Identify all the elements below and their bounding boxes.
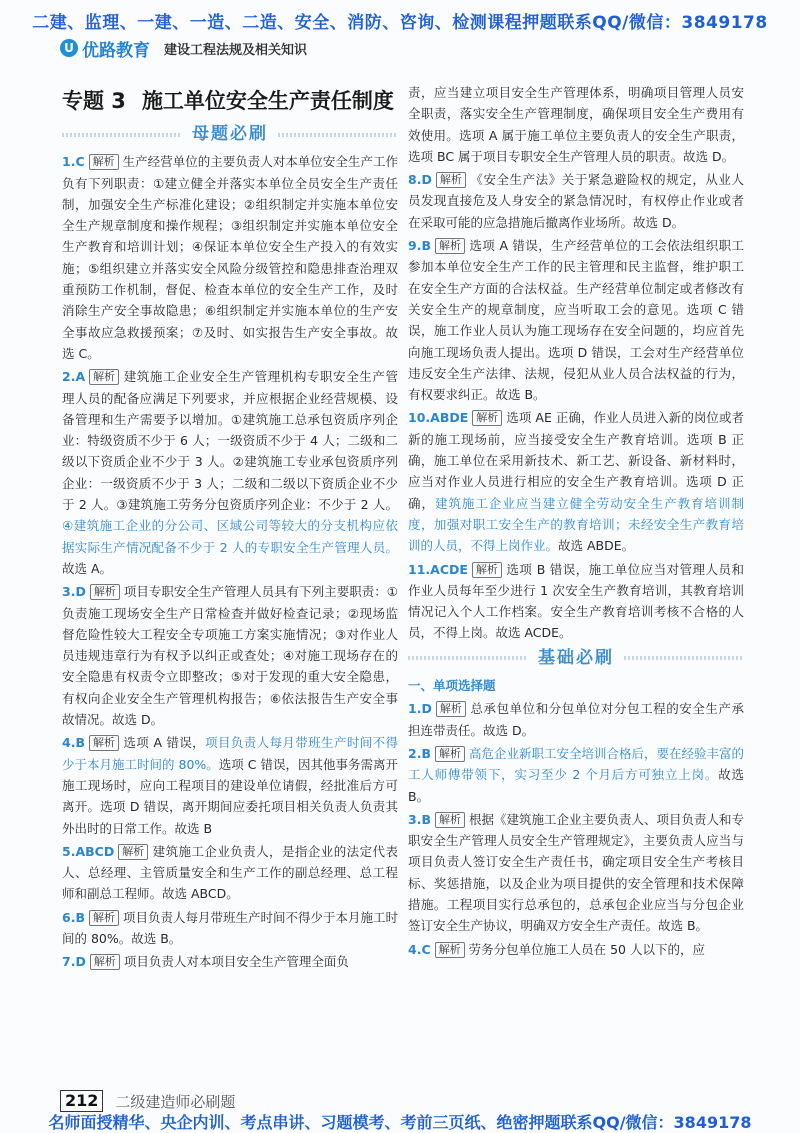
bottom-contact-banner: 名师面授精华、央企内训、考点串讲、习题模考、考前三页纸、绝密押题联系QQ/微信：3849178: [48, 1113, 752, 1132]
answer-item: [408, 743, 744, 807]
analysis-text: 建筑施工企业负责人，是指企业的法定代表人、总经理、主管质量安全和生产工作的副总经理、总工程师和副总工程师。故选 ABCD。: [62, 843, 398, 902]
analysis-tag: 解析: [436, 172, 466, 188]
chapter-title: [62, 86, 398, 116]
divider: [624, 656, 744, 660]
analysis-text: 根据《建筑施工企业主要负责人、项目负责人和专职安全生产管理人员安全生产管理规定》，主要负责人应当与项目负责人签订安全生产责任书，确定项目安全生产考核目标、奖惩措施，以及企业为项目提供的安全管理和技术保障措施。工程项目实行总承包的，总承包企业应当与分包企业签订安全生产协议，明确双方安全生产责任。故选 B。: [408, 811, 744, 934]
analysis-text: 选项 A 错误，生产经营单位的工会依法组织职工参加本单位安全生产工作的民主管理和民主监督，维护职工在安全生产方面的合法权益。生产经营单位制定或者修改有关安全生产的规章制度，应当听取工会的意见。选项 C 错误，施工作业人员认为施工现场存在安全问题的，均应首先向施工现场负责人提出。选项 D 错误，工会对生产经营单位违反安全生产法律、法规，侵犯从业人员合法权益的行为，有权要求纠正。故选 B。: [408, 238, 744, 403]
analysis-text: 选项 B 错误，施工单位应当对管理人员和作业人员每年至少进行 1 次安全生产教育培训，其教育培训情况记入个人工作档案。安全生产教育培训考核不合格的人员，不得上岗。故选 ACDE。: [408, 561, 744, 641]
answer-number: 1.D: [408, 701, 432, 717]
answer-item: [62, 732, 398, 838]
right-column: [408, 82, 744, 962]
answer-number: 1.C: [62, 154, 85, 170]
answer-item: [62, 907, 398, 950]
section-title: 基础必刷: [538, 647, 614, 668]
answer-item: [62, 841, 398, 905]
section-title: 母题必刷: [192, 124, 268, 144]
top-contact-banner: 二建、监理、一建、一造、二造、安全、消防、咨询、检测课程押题联系QQ/微信：3849178: [32, 13, 768, 33]
answer-item: [62, 151, 398, 364]
answer-number: 4.C: [408, 941, 431, 957]
analysis-tag: 解析: [435, 942, 465, 958]
answer-item: [408, 82, 744, 167]
analysis-tag: 解析: [89, 910, 119, 926]
analysis-tag: 解析: [89, 735, 119, 751]
answer-item: [408, 559, 744, 644]
analysis-tag: 解析: [118, 844, 148, 860]
subsection-single-choice: 一、单项选择题: [408, 678, 496, 694]
left-column: [62, 82, 398, 975]
answer-item: [62, 951, 398, 972]
answer-number: 11.ACDE: [408, 561, 468, 577]
answer-number: 10.ABDE: [408, 410, 469, 426]
analysis-text: 项目负责人对本项目安全生产管理全面负: [123, 954, 349, 970]
answer-item: [408, 698, 744, 741]
answer-number: 3.B: [408, 811, 431, 827]
analysis-text: 项目专职安全生产管理人员具有下列主要职责：①负责施工现场安全生产日常检查并做好检查记录；②现场监督危险性较大工程安全专项施工方案实施情况；③对作业人员违规违章行为有权予以纠正或查处；④对施工现场存在的安全隐患有权责令立即整改；⑤对于发现的重大安全隐患，有权向企业安全生产管理机构报告；⑥依法报告生产安全事故情况。故选 D。: [62, 584, 398, 728]
analysis-conclusion: 选项 C 错误，因其他事务需离开施工现场时，应向工程项目的建设单位请假，经批准后方可离开。选项 D 错误，离开期间应委托项目相关负责人负责其外出时的日常工作。故选 B: [62, 756, 398, 836]
analysis-text: 项目负责人每月带班生产时间不得少于本月施工时间的 80%。故选 B。: [62, 909, 398, 946]
answer-number: 6.B: [62, 909, 85, 925]
highlighted-text: 高危企业新职工安全培训合格后，要在经验丰富的工人师傅带领下，实习至少 2 个月后方可独立上岗。: [408, 745, 744, 783]
highlighted-text: ④建筑施工企业的分公司、区域公司等较大的分支机构应依据实际生产情况配备不少于 2 人的专职安全生产管理人员。: [62, 518, 398, 555]
answer-item: [408, 809, 744, 937]
brand-logo-icon: U: [60, 39, 78, 57]
answer-number: 2.B: [408, 745, 431, 761]
analysis-conclusion: 故选 ABDE。: [558, 538, 635, 554]
answer-list-right-top: [408, 82, 744, 644]
analysis-text: 劳务分包单位施工人员在 50 人以下的，应: [468, 941, 705, 957]
answer-list-left: [62, 151, 398, 972]
book-title: 建设工程法规及相关知识: [164, 42, 308, 58]
answer-item: [408, 169, 744, 233]
answer-item: [62, 581, 398, 730]
analysis-tag: 解析: [435, 812, 465, 828]
analysis-tag: 解析: [435, 746, 465, 762]
analysis-text: 选项 AE 正确，作业人员进入新的岗位或者新的施工现场前，应当接受安全生产教育培训。选项 B 正确，施工单位在采用新技术、新工艺、新设备、新材料时，应当对作业人员进行相应的安全生产教育培训。选项 D 正确，: [408, 410, 744, 511]
analysis-text: 生产经营单位的主要负责人对本单位安全生产工作负有下列职责：①建立健全并落实本单位全员安全生产责任制，加强安全生产标准化建设；②组织制定并实施本单位安全生产规章制度和操作规程；③组织制定并实施本单位安全生产教育和培训计划；④保证本单位安全生产投入的有效实施；⑤组织建立并落实安全风险分级管控和隐患排查治理双重预防工作机制，督促、检查本单位的安全生产工作，及时消除生产安全事故隐患；⑥组织制定并实施本单位的生产安全事故应急救援预案；⑦及时、如实报告生产安全事故。故选 C。: [62, 154, 398, 361]
analysis-conclusion: 故选 B。: [408, 767, 744, 804]
answer-list-right-bottom: [408, 698, 744, 960]
answer-number: 5.ABCD: [62, 843, 115, 859]
analysis-text: 总承包单位和分包单位对分包工程的安全生产承担连带责任。故选 D。: [408, 701, 744, 738]
analysis-tag: 解析: [436, 701, 466, 717]
analysis-tag: 解析: [90, 954, 120, 970]
brand-name: 优路教育: [82, 40, 150, 61]
analysis-tag: 解析: [472, 410, 502, 426]
answer-number: 3.D: [62, 584, 86, 600]
chapter-label: 专题 3: [62, 89, 126, 113]
answer-number: 2.A: [62, 369, 86, 385]
answer-item: [408, 235, 744, 405]
brand-row: [60, 36, 307, 60]
answer-number: 7.D: [62, 954, 86, 970]
answer-number: 9.B: [408, 238, 431, 254]
answer-item: [408, 939, 744, 960]
chapter-name: 施工单位安全生产责任制度: [141, 89, 394, 113]
page-number: 212: [60, 1090, 103, 1112]
section-mother-header: [62, 124, 398, 145]
analysis-text: 《安全生产法》关于紧急避险权的规定，从业人员发现直接危及人身安全的紧急情况时，有权停止作业或者在采取可能的应急措施后撤离作业场所。故选 D。: [408, 172, 744, 230]
analysis-tag: 解析: [90, 584, 120, 600]
analysis-conclusion: 故选 A。: [62, 560, 113, 576]
divider: [62, 133, 182, 137]
answer-item: [408, 407, 744, 556]
analysis-text: 建筑施工企业安全生产管理机构专职安全生产管理人员的配备应满足下列要求，并应根据企业经营规模、设备管理和生产需要予以增加。①建筑施工总承包资质序列企业：特级资质不少于 6 人；一级资质不少于 4 人；二级和二级以下资质企业不少于 3 人。②建筑施工专业承包资质序列企业：一级资质不少于 3 人；二级和二级以下资质企业不少于 2 人。③建筑施工劳务分包资质序列企业：不少于 2 人。: [62, 369, 398, 513]
analysis-tag: 解析: [89, 369, 119, 385]
highlighted-text: 建筑施工企业应当建立健全劳动安全生产教育培训制度，加强对职工安全生产的教育培训；未经安全生产教育培训的人员，不得上岗作业。: [408, 495, 744, 554]
divider: [278, 133, 398, 137]
analysis-tag: 解析: [435, 238, 465, 254]
series-name: 二级建造师必刷题: [115, 1092, 236, 1111]
analysis-tag: 解析: [89, 154, 119, 170]
analysis-text: 选项 A 错误，: [122, 735, 206, 751]
analysis-text: 责，应当建立项目安全生产管理体系，明确项目管理人员安全职责，落实安全生产管理制度，确保项目安全生产费用有效使用。选项 A 属于施工单位主要负责人的安全生产职责，选项 BC 属于项目专职安全生产管理人员的职责。故选 D。: [408, 85, 744, 164]
analysis-tag: 解析: [472, 562, 502, 578]
answer-number: 8.D: [408, 172, 432, 188]
answer-number: 4.B: [62, 735, 85, 751]
section-basic-header: [408, 648, 744, 669]
divider: [408, 656, 528, 660]
highlighted-text: 项目负责人每月带班生产时间不得少于本月施工时间的 80%。: [62, 735, 398, 772]
answer-item: [62, 366, 398, 579]
footer-row: [60, 1090, 235, 1112]
